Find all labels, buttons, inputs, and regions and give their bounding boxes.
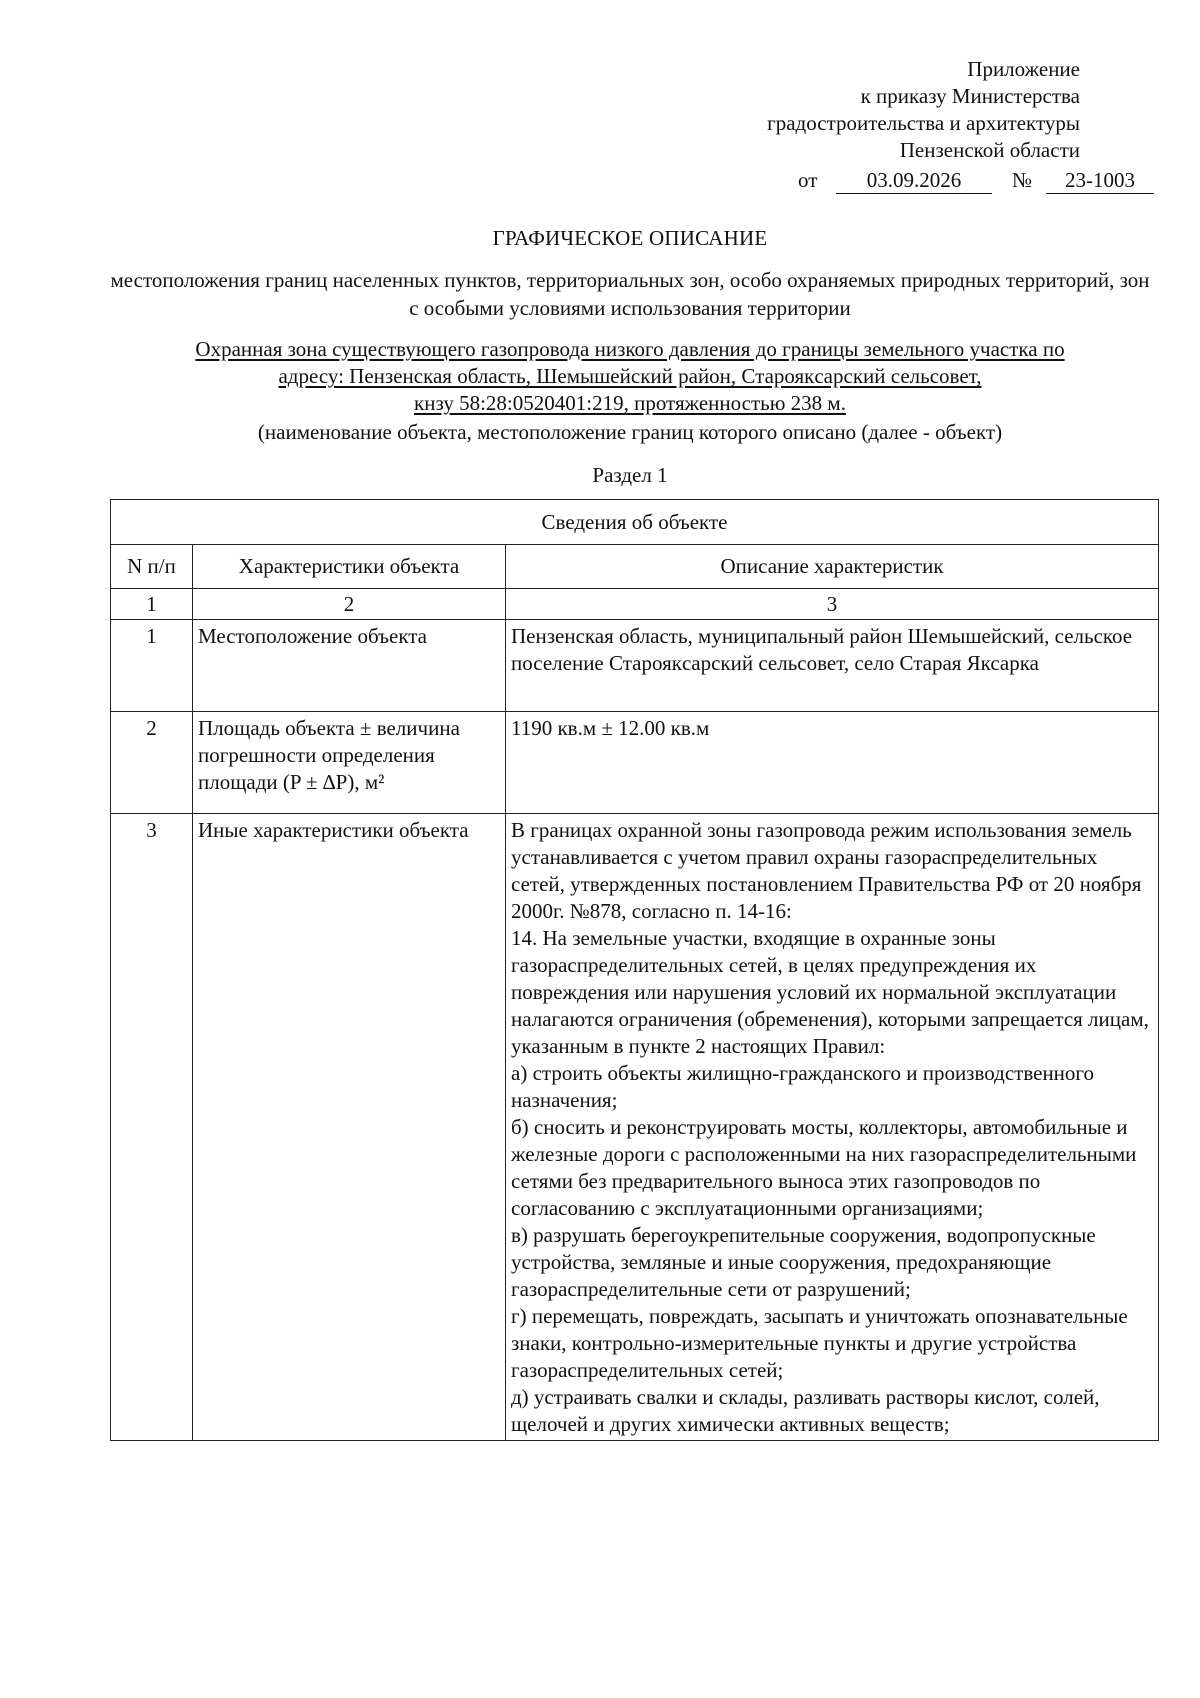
object-caption: (наименование объекта, местоположение границ которого описано (далее - объект) (257, 420, 1003, 444)
column-number: 2 (193, 589, 506, 620)
column-header: Описание характеристик (506, 545, 1159, 589)
document-title: ГРАФИЧЕСКОЕ ОПИСАНИЕ (492, 226, 768, 250)
row-number: 3 (111, 814, 193, 1441)
table-caption: Сведения об объекте (111, 500, 1159, 545)
description-paragraph: г) перемещать, повреждать, засыпать и уничтожать опознавательные знаки, контрольно-измерительные пункты и другие устройства газораспределительных сетей; (511, 1304, 1128, 1382)
column-number-row (111, 589, 1159, 620)
section-title: Раздел 1 (592, 463, 668, 487)
description-paragraph: 14. На земельные участки, входящие в охранные зоны газораспределительных сетей, в целях предупреждения их повреждения или нарушения условий их нормальной эксплуатации налагаются ограничения (обременения), которыми запрещается лицам, указанным в пункте 2 настоящих Правил: (511, 926, 1149, 1058)
order-number-sign: № (1012, 168, 1033, 192)
table-row (111, 814, 1159, 1441)
object-info-table (110, 499, 1159, 1441)
row-description (506, 814, 1159, 1441)
appendix-line: градостроительства и архитектуры (767, 111, 1080, 135)
row-characteristic: Площадь объекта ± величина погрешности определения площади (P ± ∆P), м² (193, 712, 506, 814)
row-number: 1 (111, 620, 193, 712)
appendix-block (480, 56, 1080, 164)
table-caption-row (111, 500, 1159, 545)
description-paragraph: в) разрушать берегоукрепительные сооружения, водопропускные устройства, земляные и иные сооружения, предохраняющие газораспределительные сети от разрушений; (511, 1223, 1096, 1301)
row-description: Пензенская область, муниципальный район Шемышейский, сельское поселение Староякcарский сельсовет, село Старая Яксарка (506, 620, 1159, 712)
order-number: 23-1003 (1046, 168, 1154, 194)
order-date: 03.09.2026 (836, 168, 992, 194)
column-header: N п/п (111, 545, 193, 589)
row-number: 2 (111, 712, 193, 814)
column-number: 1 (111, 589, 193, 620)
row-characteristic: Иные характеристики объекта (193, 814, 506, 1441)
description-paragraph: В границах охранной зоны газопровода режим использования земель устанавливается с учетом правил охраны газораспределительных сетей, утвержденных постановлением Правительства РФ от 20 ноября 2000г. №878, согласно п. 14-16: (511, 818, 1142, 923)
column-number: 3 (506, 589, 1159, 620)
appendix-line: Приложение (967, 57, 1080, 81)
order-reference (792, 168, 1162, 196)
column-header: Характеристики объекта (193, 545, 506, 589)
object-name (110, 336, 1150, 417)
row-characteristic: Местоположение объекта (193, 620, 506, 712)
object-name-line: кнзу 58:28:0520401:219, протяженностью 238 м. (414, 391, 846, 415)
table-row (111, 712, 1159, 814)
description-paragraph: б) сносить и реконструировать мосты, коллекторы, автомобильные и железные дороги с расположенными на них газораспределительными сетями без предварительного выноса этих газопроводов по согласованию с эксплуатационными организациями; (511, 1115, 1137, 1220)
table-row (111, 620, 1159, 712)
table-header-row (111, 545, 1159, 589)
row-description: 1190 кв.м ± 12.00 кв.м (506, 712, 1159, 814)
appendix-line: к приказу Министерства (860, 84, 1080, 108)
order-prefix: от (798, 168, 818, 192)
description-paragraph: а) строить объекты жилищно-гражданского и производственного назначения; (511, 1061, 1095, 1112)
description-paragraph: д) устраивать свалки и склады, разливать растворы кислот, солей, щелочей и других химически активных веществ; (511, 1385, 1100, 1436)
appendix-line: Пензенской области (899, 138, 1080, 162)
document-subtitle: местоположения границ населенных пунктов, территориальных зон, особо охраняемых природных территорий, зон с особыми условиями использования территории (110, 268, 1150, 320)
object-name-line: Охранная зона существующего газопровода низкого давления до границы земельного участка по (195, 337, 1065, 361)
object-name-line: адресу: Пензенская область, Шемышейский район, Староякcарский сельсовет, (278, 364, 982, 388)
